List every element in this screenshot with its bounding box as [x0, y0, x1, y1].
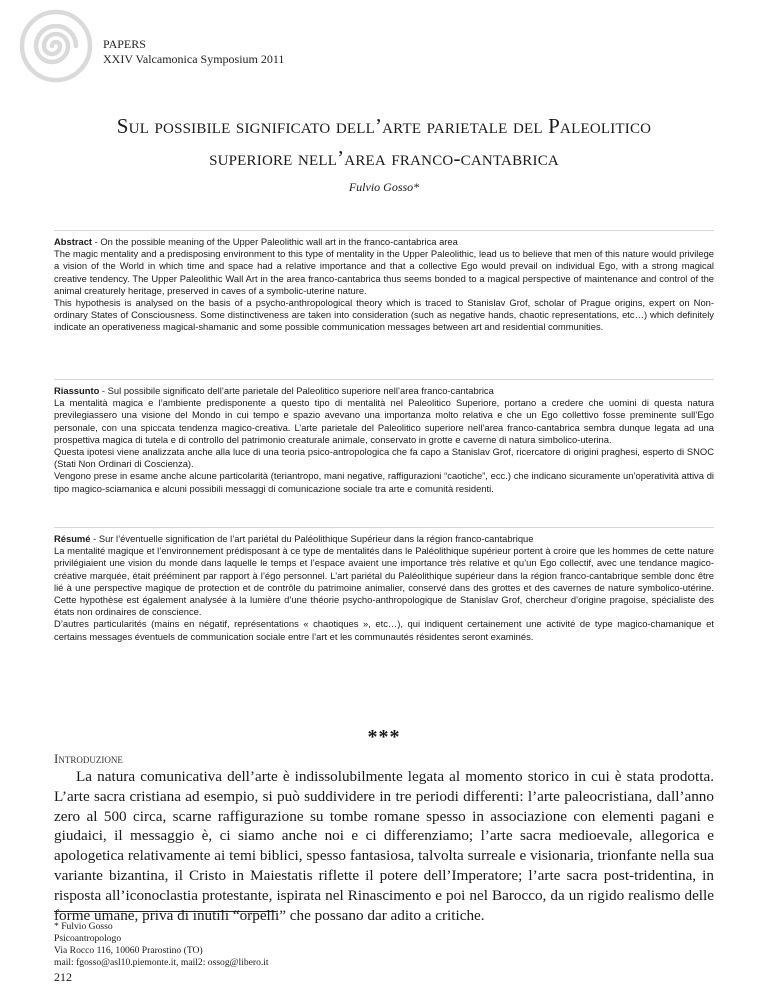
spiral-logo-icon — [16, 6, 96, 86]
abstract-fr-lead: Résumé — [54, 533, 91, 544]
section-heading: Introduzione — [54, 751, 123, 766]
footnote-line: * Fulvio Gosso — [54, 921, 113, 932]
abstract-it-paragraph: Vengono prese in esame anche alcune particolarità (teriantropo, mani negative, raffigurazioni “caotiche”, ecc.) che indicano sicuramente un’operatività attiva di tipo magico-sciamanica e alcuni possibili messaggi di comunicazione sociale tra arte e comunità residenti. — [54, 470, 714, 494]
abstract-it-paragraph: La mentalità magica e l’ambiente predisponente a questo tipo di mentalità nel Paleolitico Superiore, portano a credere che uomini di questa natura previlegiassero una visione del Mondo in cui tempo e spazio avevano una importanza molto relativa e che un Ego collettivo fosse preminente sull’Ego personale, con una spiccata tendenza magico-creativa. L’arte parietale del Paleolitico superiore nell’area franco-cantabrica sembra dunque legata ad una prospettiva magica di tutela e di controllo del patrimonio creaturale animale, conservato in grotte e caverne di natura simbolico-uterina. — [54, 397, 714, 445]
abstract-fr-paragraph: D’autres particularités (mains en négatif, représentations « chaotiques », etc…), qui indiquent certainement une activité de type magico-chamanique et certains messages éventuels de communication sociale entre l’art et les communautés résidentes seront examinés. — [54, 618, 714, 642]
abstract-en-title: - On the possible meaning of the Upper Paleolithic wall art in the franco-cantabrica area — [92, 236, 458, 247]
body-paragraph: La natura comunicativa dell’arte è indissolubilmente legata al momento storico in cui è stata prodotta. L’arte sacra cristiana ad esempio, si può suddividere in tre periodi differenti: l’arte paleocristiana, dall’anno zero al 500 circa, scarne raffigurazione su tombe romane spesso in associazione con elementi pagani e giudaici, il messaggio è, ci siamo anche noi e ci differenziamo; l’arte sacra medioevale, allegorica e apologetica relativamente ai temi biblici, spesso fantasiosa, talvolta surreale e visionaria, trionfante nella sua variante bizantina, il Cristo in Maiestatis riflette il potere dell’Imperatore; l’arte sacra post-tridentina, in risposta all’iconoclastia protestante, ispirata nel Rinascimento e poi nel Barocco, da un rigido realismo delle forme umane, priva di inutili “orpelli” che possano dar adito a critiche. — [54, 768, 714, 924]
abstract-it-lead: Riassunto — [54, 385, 100, 396]
journal-header — [103, 37, 284, 67]
abstract-fr — [54, 533, 714, 643]
article-title — [40, 110, 728, 174]
abstract-en-heading — [54, 236, 714, 248]
page-number: 212 — [54, 970, 72, 984]
abstract-it-paragraph: Questa ipotesi viene analizzata anche alla luce di una teoria psico-antropologica che fa capo a Stanislav Grof, ricercatore di origini praghesi, esperto di SNOC (Stati Non Ordinari di Coscienza). — [54, 446, 714, 470]
author-name: Fulvio Gosso* — [348, 180, 420, 194]
abstract-fr-title: - Sur l’éventuelle signification de l’art pariétal du Paléolithique Supérieur dans la région franco-cantabrique — [90, 533, 534, 544]
footnote-line: mail: fgosso@asl10.piemonte.it, mail2: ossog@libero.it — [54, 957, 269, 968]
abstract-fr-heading — [54, 533, 714, 545]
section-divider — [54, 527, 714, 528]
abstract-it-title: - Sul possibile significato dell’arte parietale del Paleolitico superiore nell’area franco-cantabrica — [99, 385, 494, 396]
header-symposium-label: XXIV Valcamonica Symposium 2011 — [103, 52, 285, 66]
footnote-line: Psicoantropologo — [54, 933, 122, 944]
abstract-fr-paragraph: La mentalité magique et l’environnement prédisposant à ce type de mentalités dans le Paléolithique supérieur portent à croire que les hommes de cette nature privilégiaient une vision du monde dans laquelle le temps et l’espace avaient une importance très relative et qu’un Ego collectif, avec une tendance magico-créative marquée, était prééminent par rapport à l’égo personnel. L’art pariétal du Paléolithique supérieur dans la région franco-cantabrique semble donc être lié à une perspective magique de protection et de contrôle du patrimoine animalier, conservé dans des grottes et des cavernes de nature symbolico-utérine. Cette hypothèse est également analysée à la lumière d’une théorie psycho-anthropologique de Stanislav Grof, chercheur d’origine pragoise, spécialiste des états non ordinaires de conscience. — [54, 545, 714, 618]
footnote-line: Via Rocco 116, 10060 Prarostino (TO) — [54, 945, 203, 956]
section-divider — [54, 230, 714, 231]
title-line-1: Sul possibile significato dell’arte parietale del Paleolitico — [116, 114, 652, 138]
abstract-en-paragraph: This hypothesis is analysed on the basis of a psycho-anthropological theory which is traced to Stanislav Grof, scholar of Prague origins, expert on Non-ordinary States of Consciousness. Some distinctiveness are taken into consideration (such as negative hands, chaotic representations, etc…) which definitely indicate an operativeness magical-shamanic and some possible communication messages between art and residential communities. — [54, 297, 714, 333]
author-footnote — [54, 921, 269, 969]
abstract-en — [54, 236, 714, 334]
section-divider — [54, 379, 714, 380]
abstract-it-heading — [54, 385, 714, 397]
section-separator: *** — [367, 726, 401, 748]
header-section-label: PAPERS — [103, 37, 146, 51]
title-line-2: superiore nell’area franco-cantabrica — [209, 146, 559, 170]
abstract-en-paragraph: The magic mentality and a predisposing environment to this type of mentality in the Upper Paleolithic, lead us to believe that men of this nature would privilege a vision of the World in which time and space had a relative importance and that a collective Ego would prevail on individual Ego, with a strong magical creative tendency. The Upper Paleolithic Wall Art in the area franco-cantabrica thus seems bonded to a magical perspective of maintenance and control of the animal creaturely heritage, preserved in caves of a symbolic-uterine nature. — [54, 248, 714, 296]
abstract-it — [54, 385, 714, 495]
abstract-en-lead: Abstract — [54, 236, 93, 247]
footnote-divider — [54, 911, 276, 912]
